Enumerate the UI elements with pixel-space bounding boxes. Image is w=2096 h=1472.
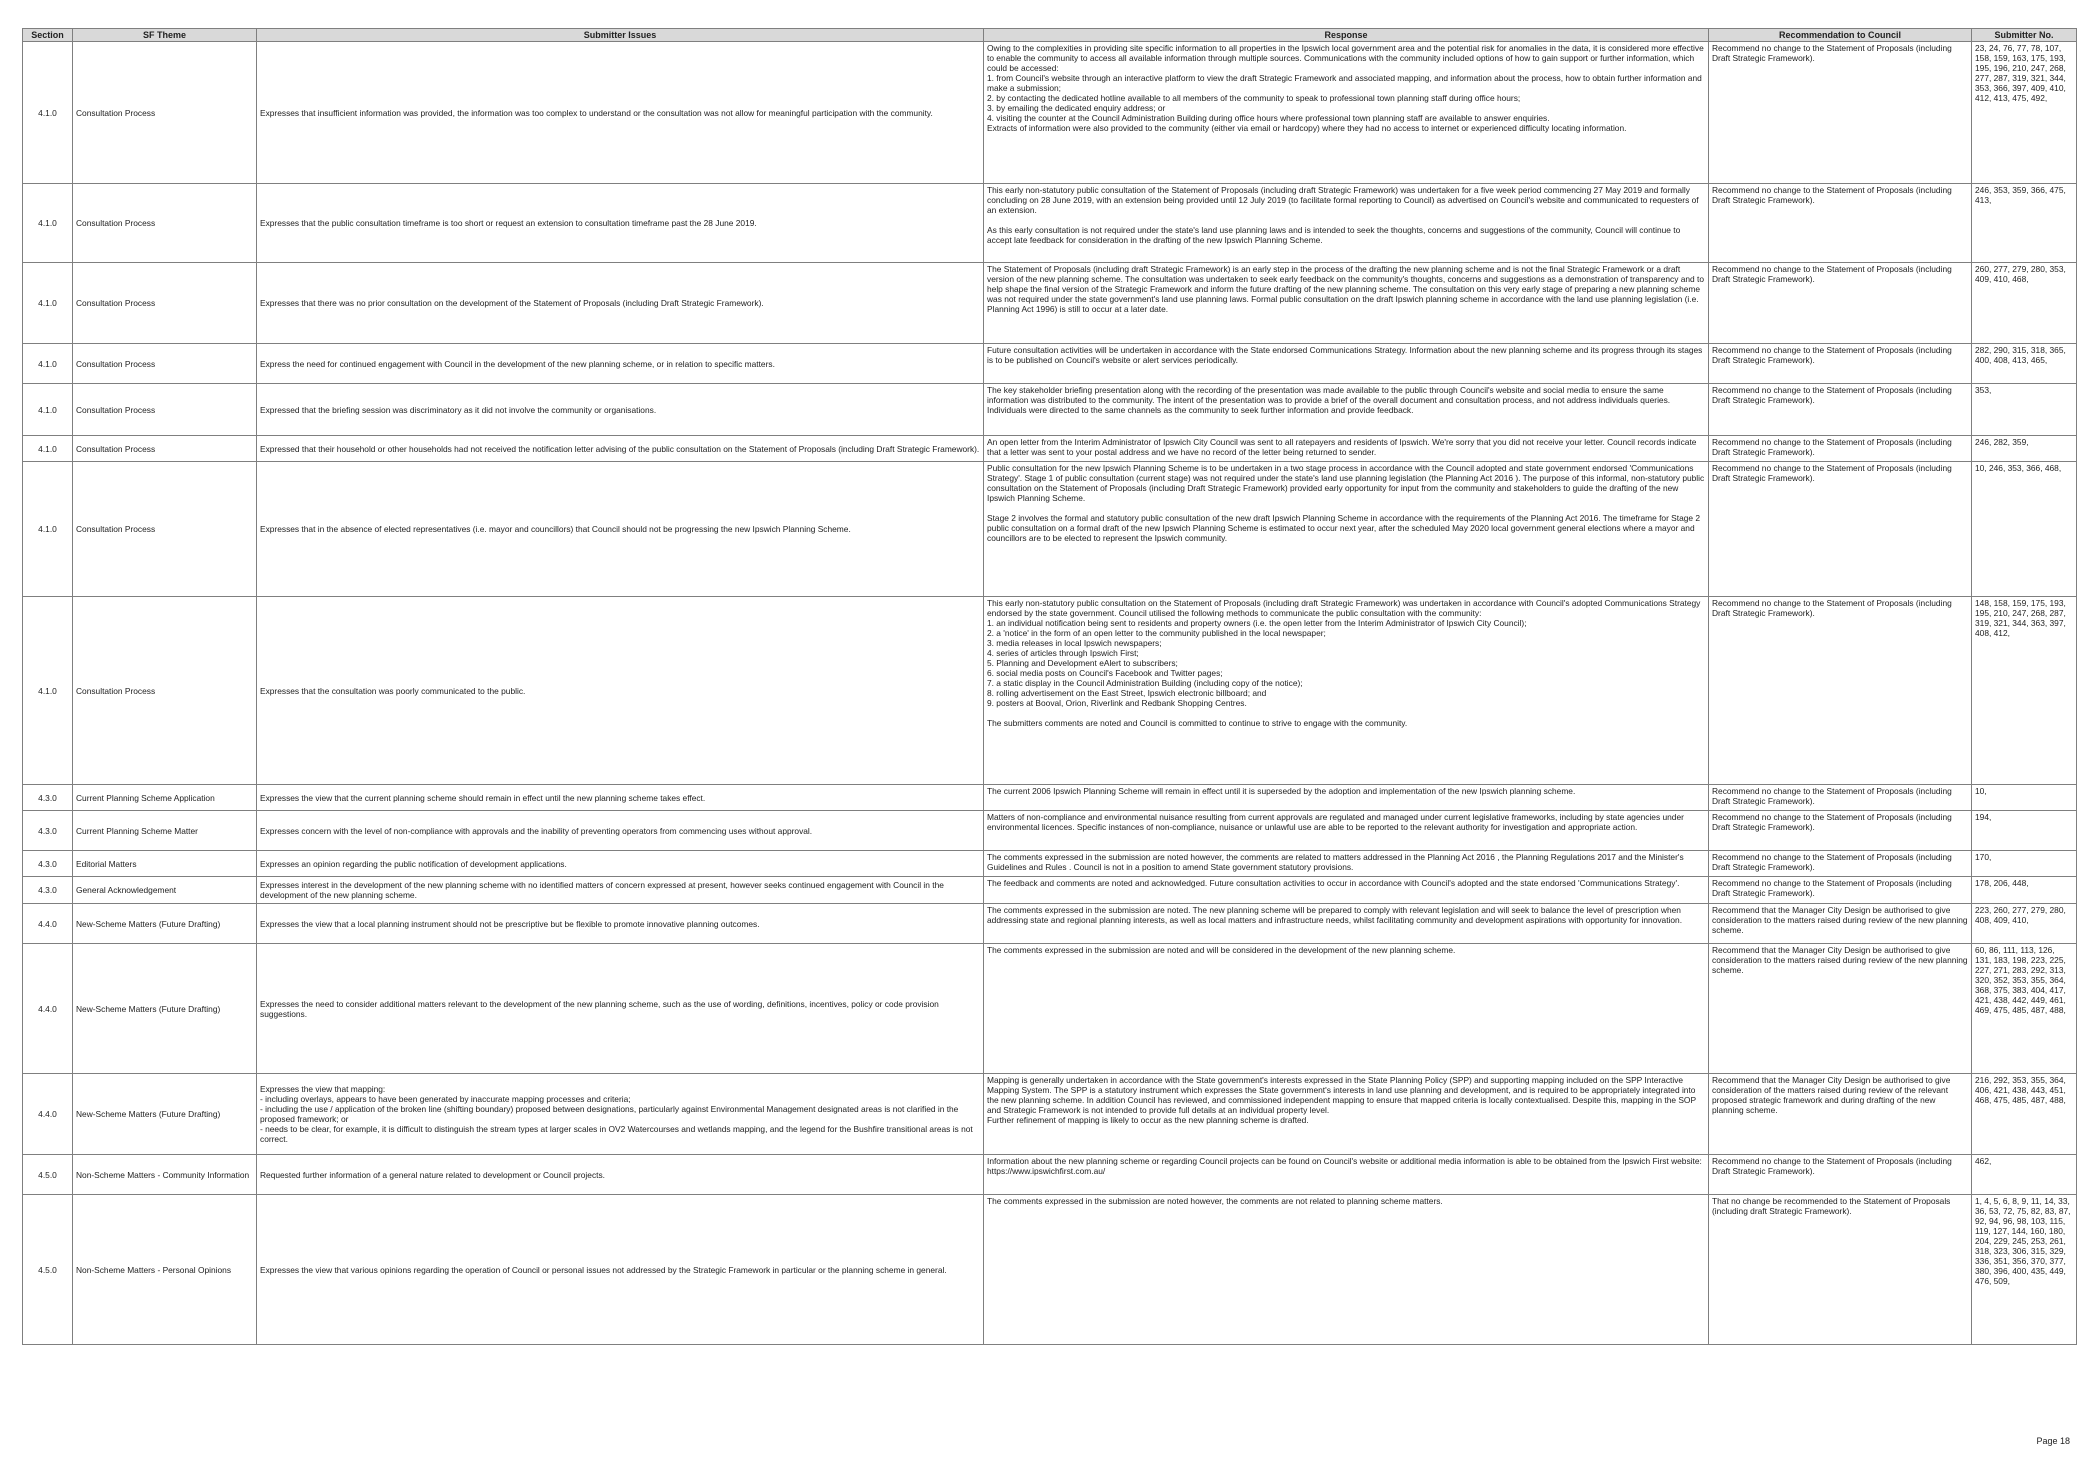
response-cell: The Statement of Proposals (including draft Strategic Framework) is an early step in the process of the drafting the new planning scheme and is not the final Strategic Framework or a draft version of the new planning scheme. The consultation was undertaken to seek early feedback on the community's thoughts, concerns and suggestions as a demonstration of transparency and to help shape the final version of the Strategic Framework and inform the future drafting of the new planning scheme. The consultation on this very early stage of preparing a new planning scheme was not required under the state government's land use planning laws. Formal public consultation on the draft Ipswich planning scheme in accordance with the land use planning legislation (i.e. Planning Act 1996) is still to occur at a later date. bbox=[984, 263, 1709, 344]
submitter-numbers-cell: 462, bbox=[1972, 1155, 2077, 1195]
issue-cell: Expressed that their household or other households had not received the notification letter advising of the public consultation on the Statement of Proposals (including Draft Strategic Framework). bbox=[257, 436, 984, 462]
theme-cell: Current Planning Scheme Matter bbox=[73, 811, 257, 851]
column-header-sf-theme: SF Theme bbox=[73, 29, 257, 42]
table-row bbox=[23, 1155, 2077, 1195]
issue-cell: Requested further information of a general nature related to development or Council projects. bbox=[257, 1155, 984, 1195]
submitter-numbers-cell: 246, 353, 359, 366, 475, 413, bbox=[1972, 184, 2077, 263]
column-header-response: Response bbox=[984, 29, 1709, 42]
recommendation-cell: Recommend no change to the Statement of Proposals (including Draft Strategic Framework). bbox=[1709, 384, 1972, 436]
issue-cell: Expresses that the consultation was poorly communicated to the public. bbox=[257, 597, 984, 785]
table-header-row bbox=[23, 29, 2077, 42]
submitter-numbers-cell: 178, 206, 448, bbox=[1972, 877, 2077, 904]
response-cell: Matters of non-compliance and environmental nuisance resulting from current approvals are regulated and managed under current legislative frameworks, including by state agencies under environmental licences. Specific instances of non-compliance, nuisance or unlawful use are able to be reported to the relevant authority for investigation and appropriate action. bbox=[984, 811, 1709, 851]
section-cell: 4.5.0 bbox=[23, 1155, 73, 1195]
theme-cell: Consultation Process bbox=[73, 344, 257, 384]
submitter-numbers-cell: 260, 277, 279, 280, 353, 409, 410, 468, bbox=[1972, 263, 2077, 344]
section-cell: 4.1.0 bbox=[23, 263, 73, 344]
recommendation-cell: Recommend no change to the Statement of Proposals (including Draft Strategic Framework). bbox=[1709, 851, 1972, 877]
response-cell: The comments expressed in the submission are noted however, the comments are related to matters addressed in the Planning Act 2016 , the Planning Regulations 2017 and the Minister's Guidelines and Rules . Council is not in a position to amend State government statutory provisions. bbox=[984, 851, 1709, 877]
issue-cell: Expresses that in the absence of elected representatives (i.e. mayor and councillors) that Council should not be progressing the new Ipswich Planning Scheme. bbox=[257, 462, 984, 597]
table-row bbox=[23, 184, 2077, 263]
submitter-numbers-cell: 216, 292, 353, 355, 364, 406, 421, 438, 443, 451, 468, 475, 485, 487, 488, bbox=[1972, 1074, 2077, 1155]
column-header-submitter-no: Submitter No. bbox=[1972, 29, 2077, 42]
section-cell: 4.3.0 bbox=[23, 811, 73, 851]
recommendation-cell: Recommend that the Manager City Design be authorised to give consideration to the matters raised during review of the new planning scheme. bbox=[1709, 904, 1972, 944]
section-cell: 4.3.0 bbox=[23, 851, 73, 877]
submitter-numbers-cell: 23, 24, 76, 77, 78, 107, 158, 159, 163, 175, 193, 195, 196, 210, 247, 268, 277, 287, 319, 321, 344, 353, 366, 397, 409, 410, 412, 413, 475, 492, bbox=[1972, 42, 2077, 184]
table-row bbox=[23, 344, 2077, 384]
response-cell: The comments expressed in the submission are noted. The new planning scheme will be prepared to comply with relevant legislation and will seek to balance the level of prescription when addressing state and regional planning interests, as well as local matters and infrastructure needs, whilst facilitating community and development aspirations with opportunity for innovation. bbox=[984, 904, 1709, 944]
table-row bbox=[23, 877, 2077, 904]
theme-cell: New-Scheme Matters (Future Drafting) bbox=[73, 1074, 257, 1155]
response-cell: This early non-statutory public consultation on the Statement of Proposals (including draft Strategic Framework) was undertaken in accordance with Council's adopted Communications Strategy endorsed by the state government. Council utilised the following methods to communicate the public consultation with the community: 1. an individual notification being sent to residents and property owners (i.e. the open letter from the Interim Administrator of Ipswich City Council); 2. a 'notice' in the form of an open letter to the community published in the local newspaper; 3. media releases in local Ipswich newspapers; 4. series of articles through Ipswich First; 5. Planning and Development eAlert to subscribers; 6. social media posts on Council's Facebook and Twitter pages; 7. a static display in the Council Administration Building (including copy of the notice); 8. rolling advertisement on the East Street, Ipswich electronic billboard; and 9. posters at Booval, Orion, Riverlink and Redbank Shopping Centres. The submitters comments are noted and Council is committed to continue to strive to engage with the community. bbox=[984, 597, 1709, 785]
table-row bbox=[23, 1195, 2077, 1345]
issue-cell: Expresses that the public consultation timeframe is too short or request an extension to consultation timeframe past the 28 June 2019. bbox=[257, 184, 984, 263]
response-cell: Owing to the complexities in providing site specific information to all properties in the Ipswich local government area and the potential risk for anomalies in the data, it is considered more effective to enable the community to access all available information through multiple sources. Communications with the community included options of how to gain support or further information, which could be accessed: 1. from Council's website through an interactive platform to view the draft Strategic Framework and associated mapping, and information about the process, how to obtain further information and make a submission; 2. by contacting the dedicated hotline available to all members of the community to speak to professional town planning staff during office hours; 3. by emailing the dedicated enquiry address; or 4. visiting the counter at the Council Administration Building during office hours where professional town planning staff are available to answer enquiries. Extracts of information were also provided to the community (either via email or hardcopy) where they had no access to internet or experienced difficulty locating information. bbox=[984, 42, 1709, 184]
submitter-numbers-cell: 60, 86, 111, 113, 126, 131, 183, 198, 223, 225, 227, 271, 283, 292, 313, 320, 352, 353, 355, 364, 368, 375, 383, 404, 417, 421, 438, 442, 449, 461, 469, 475, 485, 487, 488, bbox=[1972, 944, 2077, 1074]
theme-cell: Current Planning Scheme Application bbox=[73, 785, 257, 811]
response-cell: The feedback and comments are noted and acknowledged. Future consultation activities to occur in accordance with Council's adopted and the state endorsed 'Communications Strategy'. bbox=[984, 877, 1709, 904]
recommendation-cell: Recommend no change to the Statement of Proposals (including Draft Strategic Framework). bbox=[1709, 436, 1972, 462]
submitter-numbers-cell: 10, 246, 353, 366, 468, bbox=[1972, 462, 2077, 597]
recommendation-cell: Recommend no change to the Statement of Proposals (including Draft Strategic Framework). bbox=[1709, 1155, 1972, 1195]
column-header-recommendation: Recommendation to Council bbox=[1709, 29, 1972, 42]
theme-cell: Editorial Matters bbox=[73, 851, 257, 877]
submitter-numbers-cell: 10, bbox=[1972, 785, 2077, 811]
table-row bbox=[23, 42, 2077, 184]
table-row bbox=[23, 811, 2077, 851]
recommendation-cell: Recommend no change to the Statement of Proposals (including Draft Strategic Framework). bbox=[1709, 42, 1972, 184]
theme-cell: Non-Scheme Matters - Community Information bbox=[73, 1155, 257, 1195]
issue-cell: Express the need for continued engagement with Council in the development of the new planning scheme, or in relation to specific matters. bbox=[257, 344, 984, 384]
response-cell: Public consultation for the new Ipswich Planning Scheme is to be undertaken in a two stage process in accordance with the Council adopted and state government endorsed 'Communications Strategy'. Stage 1 of public consultation (current stage) was not required under the state's land use planning legislation (the Planning Act 2016 ). The purpose of this informal, non-statutory public consultation on the Statement of Proposals (including Draft Strategic Framework) provided early opportunity for input from the community and stakeholders to guide the drafting of the new Ipswich Planning Scheme. Stage 2 involves the formal and statutory public consultation of the new draft Ipswich Planning Scheme in accordance with the requirements of the Planning Act 2016. The timeframe for Stage 2 public consultation on a formal draft of the new Ipswich Planning Scheme is estimated to occur next year, after the scheduled May 2020 local government general elections where a mayor and councillors are to be elected to represent the Ipswich community. bbox=[984, 462, 1709, 597]
recommendation-cell: Recommend that the Manager City Design be authorised to give consideration of the matters raised during review of the relevant proposed strategic framework and during drafting of the new planning scheme. bbox=[1709, 1074, 1972, 1155]
section-cell: 4.1.0 bbox=[23, 597, 73, 785]
response-cell: Mapping is generally undertaken in accordance with the State government's interests expressed in the State Planning Policy (SPP) and supporting mapping included on the SPP Interactive Mapping System. The SPP is a statutory instrument which expresses the State government's interests in land use planning and development, and is required to be appropriately integrated into the new planning scheme. In addition Council has reviewed, and commissioned independent mapping to ensure that mapped criteria is locally contextualised. Despite this, mapping in the SOP and Strategic Framework is not intended to provide full details at an individual property level. Further refinement of mapping is likely to occur as the new planning scheme is drafted. bbox=[984, 1074, 1709, 1155]
table-row bbox=[23, 944, 2077, 1074]
issue-cell: Expresses concern with the level of non-compliance with approvals and the inability of preventing operators from commencing uses without approval. bbox=[257, 811, 984, 851]
theme-cell: New-Scheme Matters (Future Drafting) bbox=[73, 904, 257, 944]
submitter-numbers-cell: 170, bbox=[1972, 851, 2077, 877]
page-number: Page 18 bbox=[2036, 1436, 2070, 1446]
section-cell: 4.3.0 bbox=[23, 785, 73, 811]
response-cell: Future consultation activities will be undertaken in accordance with the State endorsed Communications Strategy. Information about the new planning scheme and its progress through its stages is to be published on Council's website or alert services periodically. bbox=[984, 344, 1709, 384]
theme-cell: Consultation Process bbox=[73, 597, 257, 785]
section-cell: 4.3.0 bbox=[23, 877, 73, 904]
recommendation-cell: Recommend no change to the Statement of Proposals (including Draft Strategic Framework). bbox=[1709, 462, 1972, 597]
section-cell: 4.1.0 bbox=[23, 462, 73, 597]
theme-cell: Consultation Process bbox=[73, 263, 257, 344]
submissions-table-page bbox=[22, 28, 2076, 1345]
issue-cell: Expresses the view that various opinions regarding the operation of Council or personal issues not addressed by the Strategic Framework in particular or the planning scheme in general. bbox=[257, 1195, 984, 1345]
issue-cell: Expresses the view that a local planning instrument should not be prescriptive but be flexible to promote innovative planning outcomes. bbox=[257, 904, 984, 944]
column-header-submitter-issues: Submitter Issues bbox=[257, 29, 984, 42]
theme-cell: Consultation Process bbox=[73, 436, 257, 462]
section-cell: 4.4.0 bbox=[23, 944, 73, 1074]
issue-cell: Expresses interest in the development of the new planning scheme with no identified matters of concern expressed at present, however seeks continued engagement with Council in the development of the new planning scheme. bbox=[257, 877, 984, 904]
theme-cell: Consultation Process bbox=[73, 384, 257, 436]
submitter-numbers-cell: 148, 158, 159, 175, 193, 195, 210, 247, 268, 287, 319, 321, 344, 363, 397, 408, 412, bbox=[1972, 597, 2077, 785]
recommendation-cell: Recommend that the Manager City Design be authorised to give consideration to the matters raised during review of the new planning scheme. bbox=[1709, 944, 1972, 1074]
table-row bbox=[23, 1074, 2077, 1155]
recommendation-cell: Recommend no change to the Statement of Proposals (including Draft Strategic Framework). bbox=[1709, 877, 1972, 904]
table-row bbox=[23, 904, 2077, 944]
section-cell: 4.1.0 bbox=[23, 42, 73, 184]
recommendation-cell: Recommend no change to the Statement of Proposals (including Draft Strategic Framework). bbox=[1709, 344, 1972, 384]
submitter-numbers-cell: 194, bbox=[1972, 811, 2077, 851]
column-header-section: Section bbox=[23, 29, 73, 42]
theme-cell: Consultation Process bbox=[73, 462, 257, 597]
section-cell: 4.4.0 bbox=[23, 904, 73, 944]
table-row bbox=[23, 462, 2077, 597]
table-row bbox=[23, 851, 2077, 877]
table-row bbox=[23, 785, 2077, 811]
recommendation-cell: Recommend no change to the Statement of Proposals (including Draft Strategic Framework). bbox=[1709, 263, 1972, 344]
section-cell: 4.1.0 bbox=[23, 384, 73, 436]
issue-cell: Expressed that the briefing session was discriminatory as it did not involve the community or organisations. bbox=[257, 384, 984, 436]
submitter-numbers-cell: 1, 4, 5, 6, 8, 9, 11, 14, 33, 36, 53, 72, 75, 82, 83, 87, 92, 94, 96, 98, 103, 115, 119, 127, 144, 160, 180, 204, 229, 245, 253, 261, 318, 323, 306, 315, 329, 336, 351, 356, 370, 377, 380, 396, 400, 435, 449, 476, 509, bbox=[1972, 1195, 2077, 1345]
response-cell: An open letter from the Interim Administrator of Ipswich City Council was sent to all ratepayers and residents of Ipswich. We're sorry that you did not receive your letter. Council records indicate that a letter was sent to your postal address and we have no record of the letter being returned to sender. bbox=[984, 436, 1709, 462]
response-cell: Information about the new planning scheme or regarding Council projects can be found on Council's website or additional media information is able to be obtained from the Ipswich First website: https://www.ipswichfirst.com.au/ bbox=[984, 1155, 1709, 1195]
ipswich-first-link[interactable]: https://www.ipswichfirst.com.au/ bbox=[987, 1166, 1106, 1176]
theme-cell: Consultation Process bbox=[73, 42, 257, 184]
recommendation-cell: Recommend no change to the Statement of Proposals (including Draft Strategic Framework). bbox=[1709, 184, 1972, 263]
issue-cell: Expresses the view that mapping: - including overlays, appears to have been generated by inaccurate mapping processes and criteria; - including the use / application of the broken line (shifting boundary) proposed between designations, particularly against Environmental Management designated areas is not clarified in the proposed framework; or - needs to be clear, for example, it is difficult to distinguish the stream types at larger scales in OV2 Watercourses and wetlands mapping, and the legend for the Bushfire transitional areas is not correct. bbox=[257, 1074, 984, 1155]
theme-cell: New-Scheme Matters (Future Drafting) bbox=[73, 944, 257, 1074]
issue-cell: Expresses that insufficient information was provided, the information was too complex to understand or the consultation was not allow for meaningful participation with the community. bbox=[257, 42, 984, 184]
submitter-numbers-cell: 353, bbox=[1972, 384, 2077, 436]
response-cell: The key stakeholder briefing presentation along with the recording of the presentation was made available to the public through Council's website and social media to ensure the same information was distributed to the community. The intent of the presentation was to provide a brief of the overall document and consultation process, and not address individuals queries. Individuals were directed to the same channels as the community to seek further information and provide feedback. bbox=[984, 384, 1709, 436]
issue-cell: Expresses the view that the current planning scheme should remain in effect until the new planning scheme takes effect. bbox=[257, 785, 984, 811]
theme-cell: General Acknowledgement bbox=[73, 877, 257, 904]
table-row bbox=[23, 597, 2077, 785]
recommendation-cell: Recommend no change to the Statement of Proposals (including Draft Strategic Framework). bbox=[1709, 597, 1972, 785]
recommendation-cell: Recommend no change to the Statement of Proposals (including Draft Strategic Framework). bbox=[1709, 785, 1972, 811]
table-row bbox=[23, 263, 2077, 344]
section-cell: 4.1.0 bbox=[23, 436, 73, 462]
submitter-numbers-cell: 223, 260, 277, 279, 280, 408, 409, 410, bbox=[1972, 904, 2077, 944]
submitter-numbers-cell: 246, 282, 359, bbox=[1972, 436, 2077, 462]
issue-cell: Expresses an opinion regarding the public notification of development applications. bbox=[257, 851, 984, 877]
section-cell: 4.4.0 bbox=[23, 1074, 73, 1155]
issue-cell: Expresses that there was no prior consultation on the development of the Statement of Proposals (including Draft Strategic Framework). bbox=[257, 263, 984, 344]
submissions-table bbox=[22, 28, 2077, 1345]
submitter-numbers-cell: 282, 290, 315, 318, 365, 400, 408, 413, 465, bbox=[1972, 344, 2077, 384]
section-cell: 4.1.0 bbox=[23, 184, 73, 263]
issue-cell: Expresses the need to consider additional matters relevant to the development of the new planning scheme, such as the use of wording, definitions, incentives, policy or code provision suggestions. bbox=[257, 944, 984, 1074]
theme-cell: Non-Scheme Matters - Personal Opinions bbox=[73, 1195, 257, 1345]
response-cell: The comments expressed in the submission are noted and will be considered in the development of the new planning scheme. bbox=[984, 944, 1709, 1074]
response-cell: The current 2006 Ipswich Planning Scheme will remain in effect until it is superseded by the adoption and implementation of the new Ipswich planning scheme. bbox=[984, 785, 1709, 811]
response-cell: This early non-statutory public consultation of the Statement of Proposals (including draft Strategic Framework) was undertaken for a five week period commencing 27 May 2019 and formally concluding on 28 June 2019, with an extension being provided until 12 July 2019 (to facilitate formal reporting to Council) as advertised on Council's website and communicated to requesters of an extension. As this early consultation is not required under the state's land use planning laws and is intended to seek the thoughts, concerns and suggestions of the community, Council will continue to accept late feedback for consideration in the drafting of the new Ipswich Planning Scheme. bbox=[984, 184, 1709, 263]
response-cell: The comments expressed in the submission are noted however, the comments are not related to planning scheme matters. bbox=[984, 1195, 1709, 1345]
section-cell: 4.1.0 bbox=[23, 344, 73, 384]
recommendation-cell: Recommend no change to the Statement of Proposals (including Draft Strategic Framework). bbox=[1709, 811, 1972, 851]
table-row bbox=[23, 436, 2077, 462]
theme-cell: Consultation Process bbox=[73, 184, 257, 263]
section-cell: 4.5.0 bbox=[23, 1195, 73, 1345]
table-row bbox=[23, 384, 2077, 436]
recommendation-cell: That no change be recommended to the Statement of Proposals (including draft Strategic Framework). bbox=[1709, 1195, 1972, 1345]
